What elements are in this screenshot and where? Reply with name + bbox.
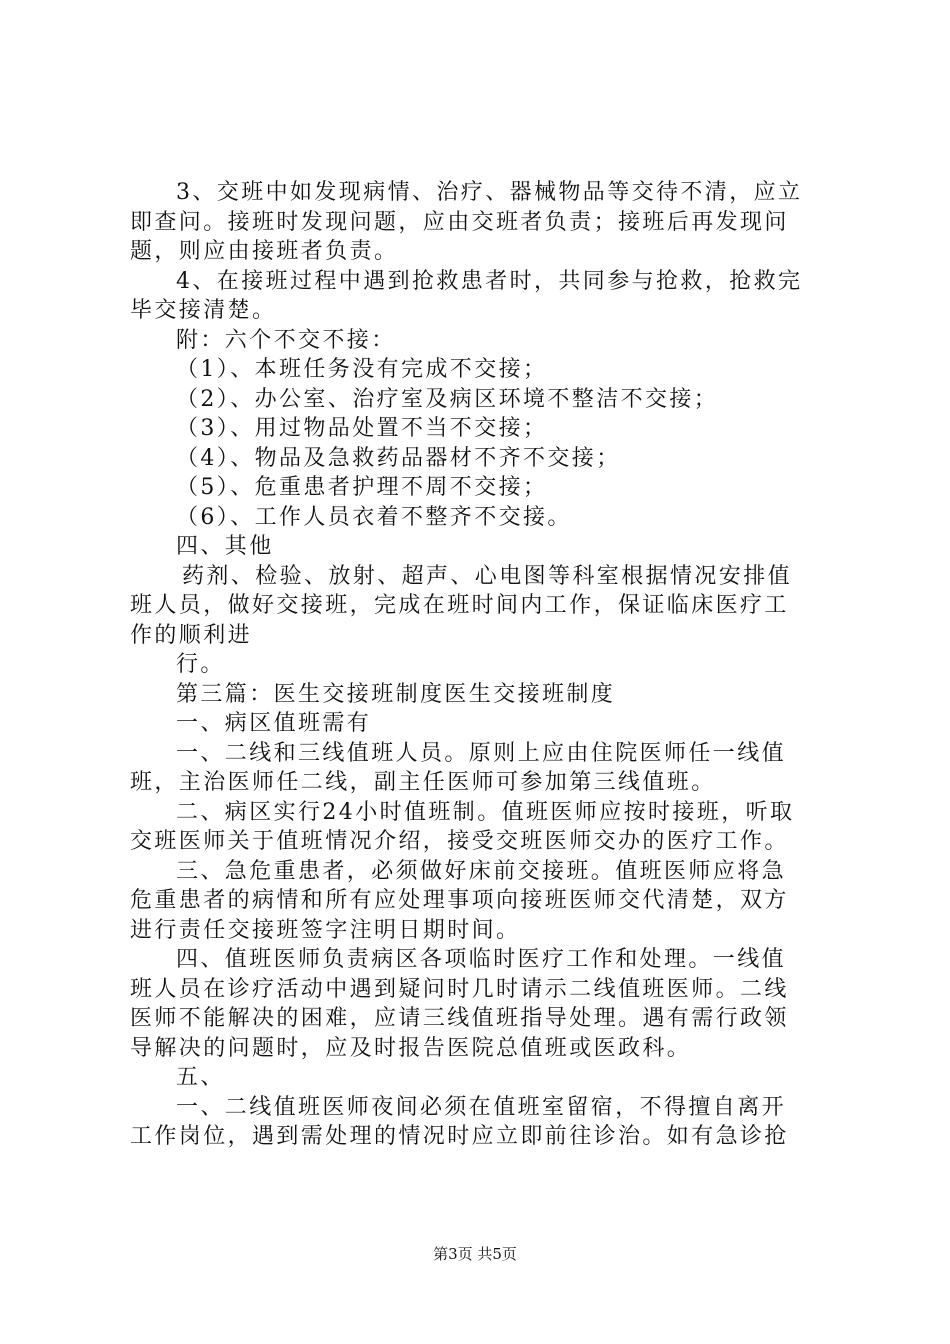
text-line: 交班医师关于值班情况介绍，接受交班医师交办的医疗工作。 — [130, 829, 789, 854]
text-line: 班人员，做好交接班，完成在班时间内工作，保证临床医疗工 — [130, 593, 789, 618]
text-line: 3、交班中如发现病情、治疗、器械物品等交待不清，应立 — [176, 180, 803, 205]
document-body — [130, 178, 830, 1152]
text-line: （6）、工作人员衣着不整齐不交接。 — [176, 504, 572, 530]
text-line: （1）、本班任务没有完成不交接； — [176, 357, 548, 382]
text-line: 附：六个不交不接： — [176, 327, 396, 353]
text-line: 五、 — [176, 1065, 225, 1090]
text-line: 一、二线值班医师夜间必须在值班室留宿，不得擅自离开 — [176, 1094, 787, 1120]
text-line: 工作岗位，遇到需处理的情况时应立即前往诊治。如有急诊抢 — [130, 1124, 789, 1149]
text-line: 进行责任交接班签字注明日期时间。 — [130, 917, 521, 943]
text-line: （3）、用过物品处置不当不交接； — [176, 416, 548, 441]
text-line: 三、急危重患者，必须做好床前交接班。值班医师应将急 — [176, 858, 787, 884]
text-line: 药剂、检验、放射、超声、心电图等科室根据情况安排值 — [182, 563, 793, 589]
text-line: （2）、办公室、治疗室及病区环境不整洁不交接； — [176, 386, 719, 412]
text-line: 题，则应由接班者负责。 — [130, 239, 399, 264]
text-line: 医师不能解决的困难，应请三线值班指导处理。遇有需行政领 — [130, 1006, 789, 1031]
text-line: 班，主治医师任二线，副主任医师可参加第三线值班。 — [130, 770, 716, 795]
page-footer: 第3页 共5页 — [433, 1245, 517, 1263]
text-line: 四、其他 — [176, 534, 274, 559]
text-line: 毕交接清楚。 — [130, 298, 277, 323]
text-line: 4、在接班过程中遇到抢救患者时，共同参与抢救，抢救完 — [176, 268, 803, 294]
text-line: 一、病区值班需有 — [176, 711, 372, 736]
text-line: 即查问。接班时发现问题，应由交班者负责；接班后再发现问 — [130, 209, 789, 235]
text-line: 四、值班医师负责病区各项临时医疗工作和处理。一线值 — [176, 947, 787, 972]
text-line: 作的顺利进 — [130, 622, 253, 648]
text-line: 第三篇：医生交接班制度医生交接班制度 — [176, 681, 616, 707]
text-line: （4）、物品及急救药品器材不齐不交接； — [176, 445, 621, 471]
text-line: 导解决的问题时，应及时报告医院总值班或医政科。 — [130, 1035, 692, 1061]
text-line: 二、病区实行24小时值班制。值班医师应按时接班，听取 — [176, 799, 795, 825]
text-line: 一、二线和三线值班人员。原则上应由住院医师任一线值 — [176, 740, 787, 766]
text-line: 危重患者的病情和所有应处理事项向接班医师交代清楚，双方 — [130, 888, 789, 913]
text-line: 班人员在诊疗活动中遇到疑问时几时请示二线值班医师。二线 — [130, 976, 789, 1002]
text-line: （5）、危重患者护理不周不交接； — [176, 475, 548, 500]
text-line: 行。 — [176, 652, 225, 677]
